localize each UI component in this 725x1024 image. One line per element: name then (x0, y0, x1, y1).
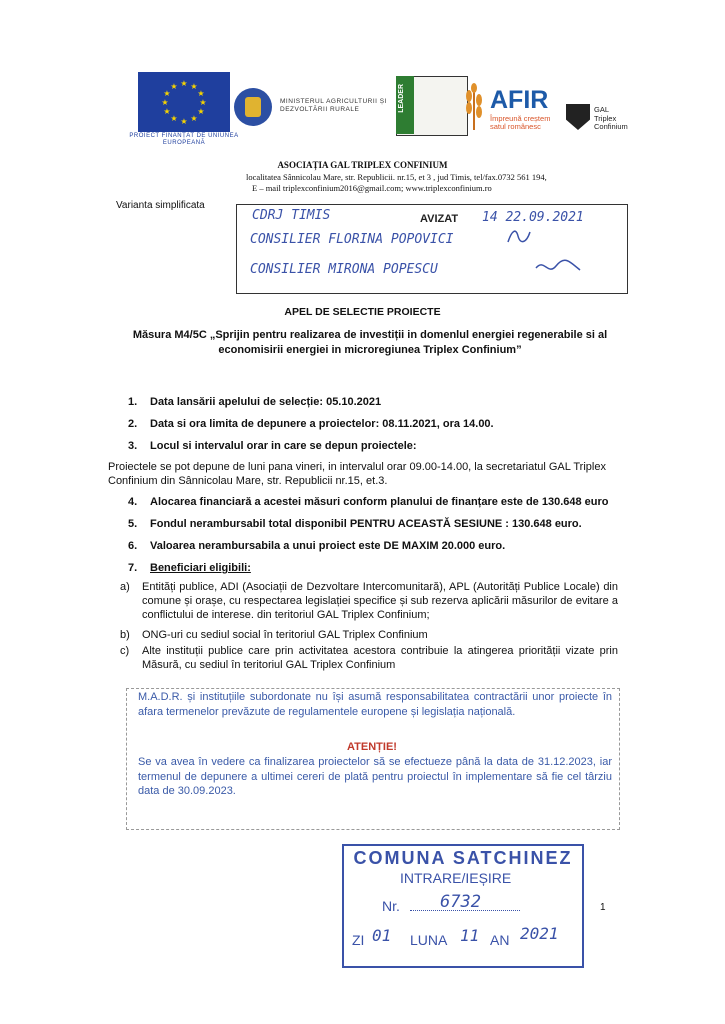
item-3-text: Locul si intervalul orar in care se depun proiectele: (150, 440, 417, 452)
leader-label: LEADER (398, 84, 405, 113)
item-1-text: Data lansării apelului de selecție: 05.10.2021 (150, 396, 382, 408)
registry-nr-value: 6732 (440, 892, 481, 912)
svg-text:★: ★ (197, 89, 205, 98)
svg-text:★: ★ (180, 79, 188, 88)
svg-text:★: ★ (199, 98, 207, 107)
signature-2 (534, 256, 582, 278)
svg-text:★: ★ (197, 107, 205, 116)
svg-text:★: ★ (163, 89, 171, 98)
item-1-number: 1. (128, 396, 138, 408)
romanian-coat-of-arms-icon (234, 88, 272, 126)
item-7-text: Beneficiari eligibili: (150, 562, 251, 574)
notice-paragraph-2: Se va avea în vedere ca finalizarea proiectelor să se efectueze până la data de 31.12.2023, iar termenul de depunere a ultimei cereri de plată pentru proiectul în implementare să fie cel târziu data de 30.09.2023. (138, 756, 612, 797)
item-5-number: 5. (128, 518, 138, 530)
svg-text:★: ★ (163, 107, 171, 116)
eu-flag-logo (138, 72, 230, 132)
association-name: ASOCIAȚIA GAL TRIPLEX CONFINIUM (277, 160, 448, 170)
registry-an-value: 2021 (520, 924, 559, 943)
registry-luna-label: LUNA (410, 932, 448, 948)
wheat-icon (458, 82, 490, 132)
svg-text:★: ★ (190, 82, 198, 91)
gal-logo-text: GAL Triplex Confinium (594, 105, 628, 131)
registry-stamp-title: COMUNA SATCHINEZ (353, 848, 573, 868)
address-line-2: E – mail triplexconfinium2016@gmail.com; www.triplexconfinium.ro (252, 183, 492, 193)
item-7-number: 7. (128, 562, 138, 574)
item-4-number: 4. (128, 496, 138, 508)
eu-stars-icon (138, 72, 230, 132)
beneficiary-a-letter: a) (120, 581, 130, 593)
page-number: 1 (600, 902, 606, 913)
page-title: APEL DE SELECTIE PROIECTE (284, 306, 441, 318)
svg-text:★: ★ (180, 117, 188, 126)
registry-stamp-type: INTRARE/IEȘIRE (400, 870, 512, 886)
item-3-number: 3. (128, 440, 138, 452)
notice-heading: ATENȚIE! (347, 741, 397, 753)
signature-1 (506, 226, 532, 246)
afir-slogan: Împreună creștem satul românesc (490, 114, 551, 131)
svg-text:★: ★ (170, 82, 178, 91)
svg-text:★: ★ (190, 114, 198, 123)
registry-luna-value: 11 (460, 926, 480, 945)
registry-nr-label: Nr. (382, 898, 400, 914)
item-5-text: Fondul nerambursabil total disponibil PENTRU ACEASTĂ SESIUNE : 130.648 euro. (150, 518, 582, 530)
ministry-name: MINISTERUL AGRICULTURII ȘI DEZVOLTĂRII RURALE (280, 98, 387, 113)
stamp-line-3: CONSILIER MIRONA POPESCU (250, 262, 438, 277)
item-2-text: Data si ora limita de depunere a proiectelor: 08.11.2021, ora 14.00. (150, 418, 494, 430)
beneficiary-a-text: Entități publice, ADI (Asociații de Dezvoltare Intercomunitară), APL (Autorități Publice Locale) din comune și orașe, cu respectarea legislației specifice și sub rezerva aplicării măsurilor de evitare a conflictului de interese. din teritoriul GAL Triplex Confinium; (142, 581, 618, 621)
place-paragraph: Proiectele se pot depune de luni pana vineri, in intervalul orar 09.00-14.00, la secretariatul GAL Triplex Confinium din Sânnicolau Mare, str. Republicii nr.15, et.3. (108, 461, 606, 487)
gal-shield-icon (566, 104, 590, 130)
beneficiary-c-text: Alte instituții publice care prin activitatea acestora contribuie la atingerea priorității vizate prin Măsură, cu sediul în teritoriul GAL Triplex Confinium (142, 645, 618, 671)
item-6-text: Valoarea nerambursabila a unui proiect este DE MAXIM 20.000 euro. (150, 540, 506, 552)
svg-text:★: ★ (170, 114, 178, 123)
stamp-line-1: CDRJ TIMIS (252, 208, 331, 223)
item-6-number: 6. (128, 540, 138, 552)
afir-logo: AFIR (490, 86, 549, 114)
eu-caption: PROIECT FINANȚAT DE UNIUNEA EUROPEANĂ (129, 133, 239, 146)
registry-zi-value: 01 (372, 926, 392, 945)
avizat-label: AVIZAT (420, 213, 459, 225)
beneficiary-b-letter: b) (120, 629, 130, 641)
item-2-number: 2. (128, 418, 138, 430)
association-address (246, 172, 626, 194)
measure-title: Măsura M4/5C „Sprijin pentru realizarea de investiții in domenlul energiei regenerabile si al economisirii energiei in microregiunea Triplex Confinium” (132, 329, 608, 356)
beneficiary-c-letter: c) (120, 645, 130, 657)
notice-paragraph-1: M.A.D.R. și instituțiile subordonate nu își asumă responsabilitatea contractării unor proiecte în afara termenelor prevăzute de regulamentele europene și legislația națională. (138, 691, 612, 718)
variant-label: Varianta simplificata (116, 200, 205, 211)
registry-an-label: AN (490, 932, 510, 948)
item-4-text: Alocarea financiară a acestei măsuri conform planului de finanțare este de 130.648 euro (150, 496, 609, 508)
svg-text:★: ★ (161, 98, 169, 107)
stamp-date: 14 22.09.2021 (482, 210, 584, 225)
stamp-line-2: CONSILIER FLORINA POPOVICI (250, 232, 454, 247)
address-line-1: localitatea Sânnicolau Mare, str. Republicii. nr.15, et 3 , jud Timis, tel/fax.0732 561 194, (246, 172, 547, 182)
beneficiary-b-text: ONG-uri cu sediul social în teritoriul GAL Triplex Confinium (142, 629, 428, 641)
registry-zi-label: ZI (352, 932, 365, 948)
